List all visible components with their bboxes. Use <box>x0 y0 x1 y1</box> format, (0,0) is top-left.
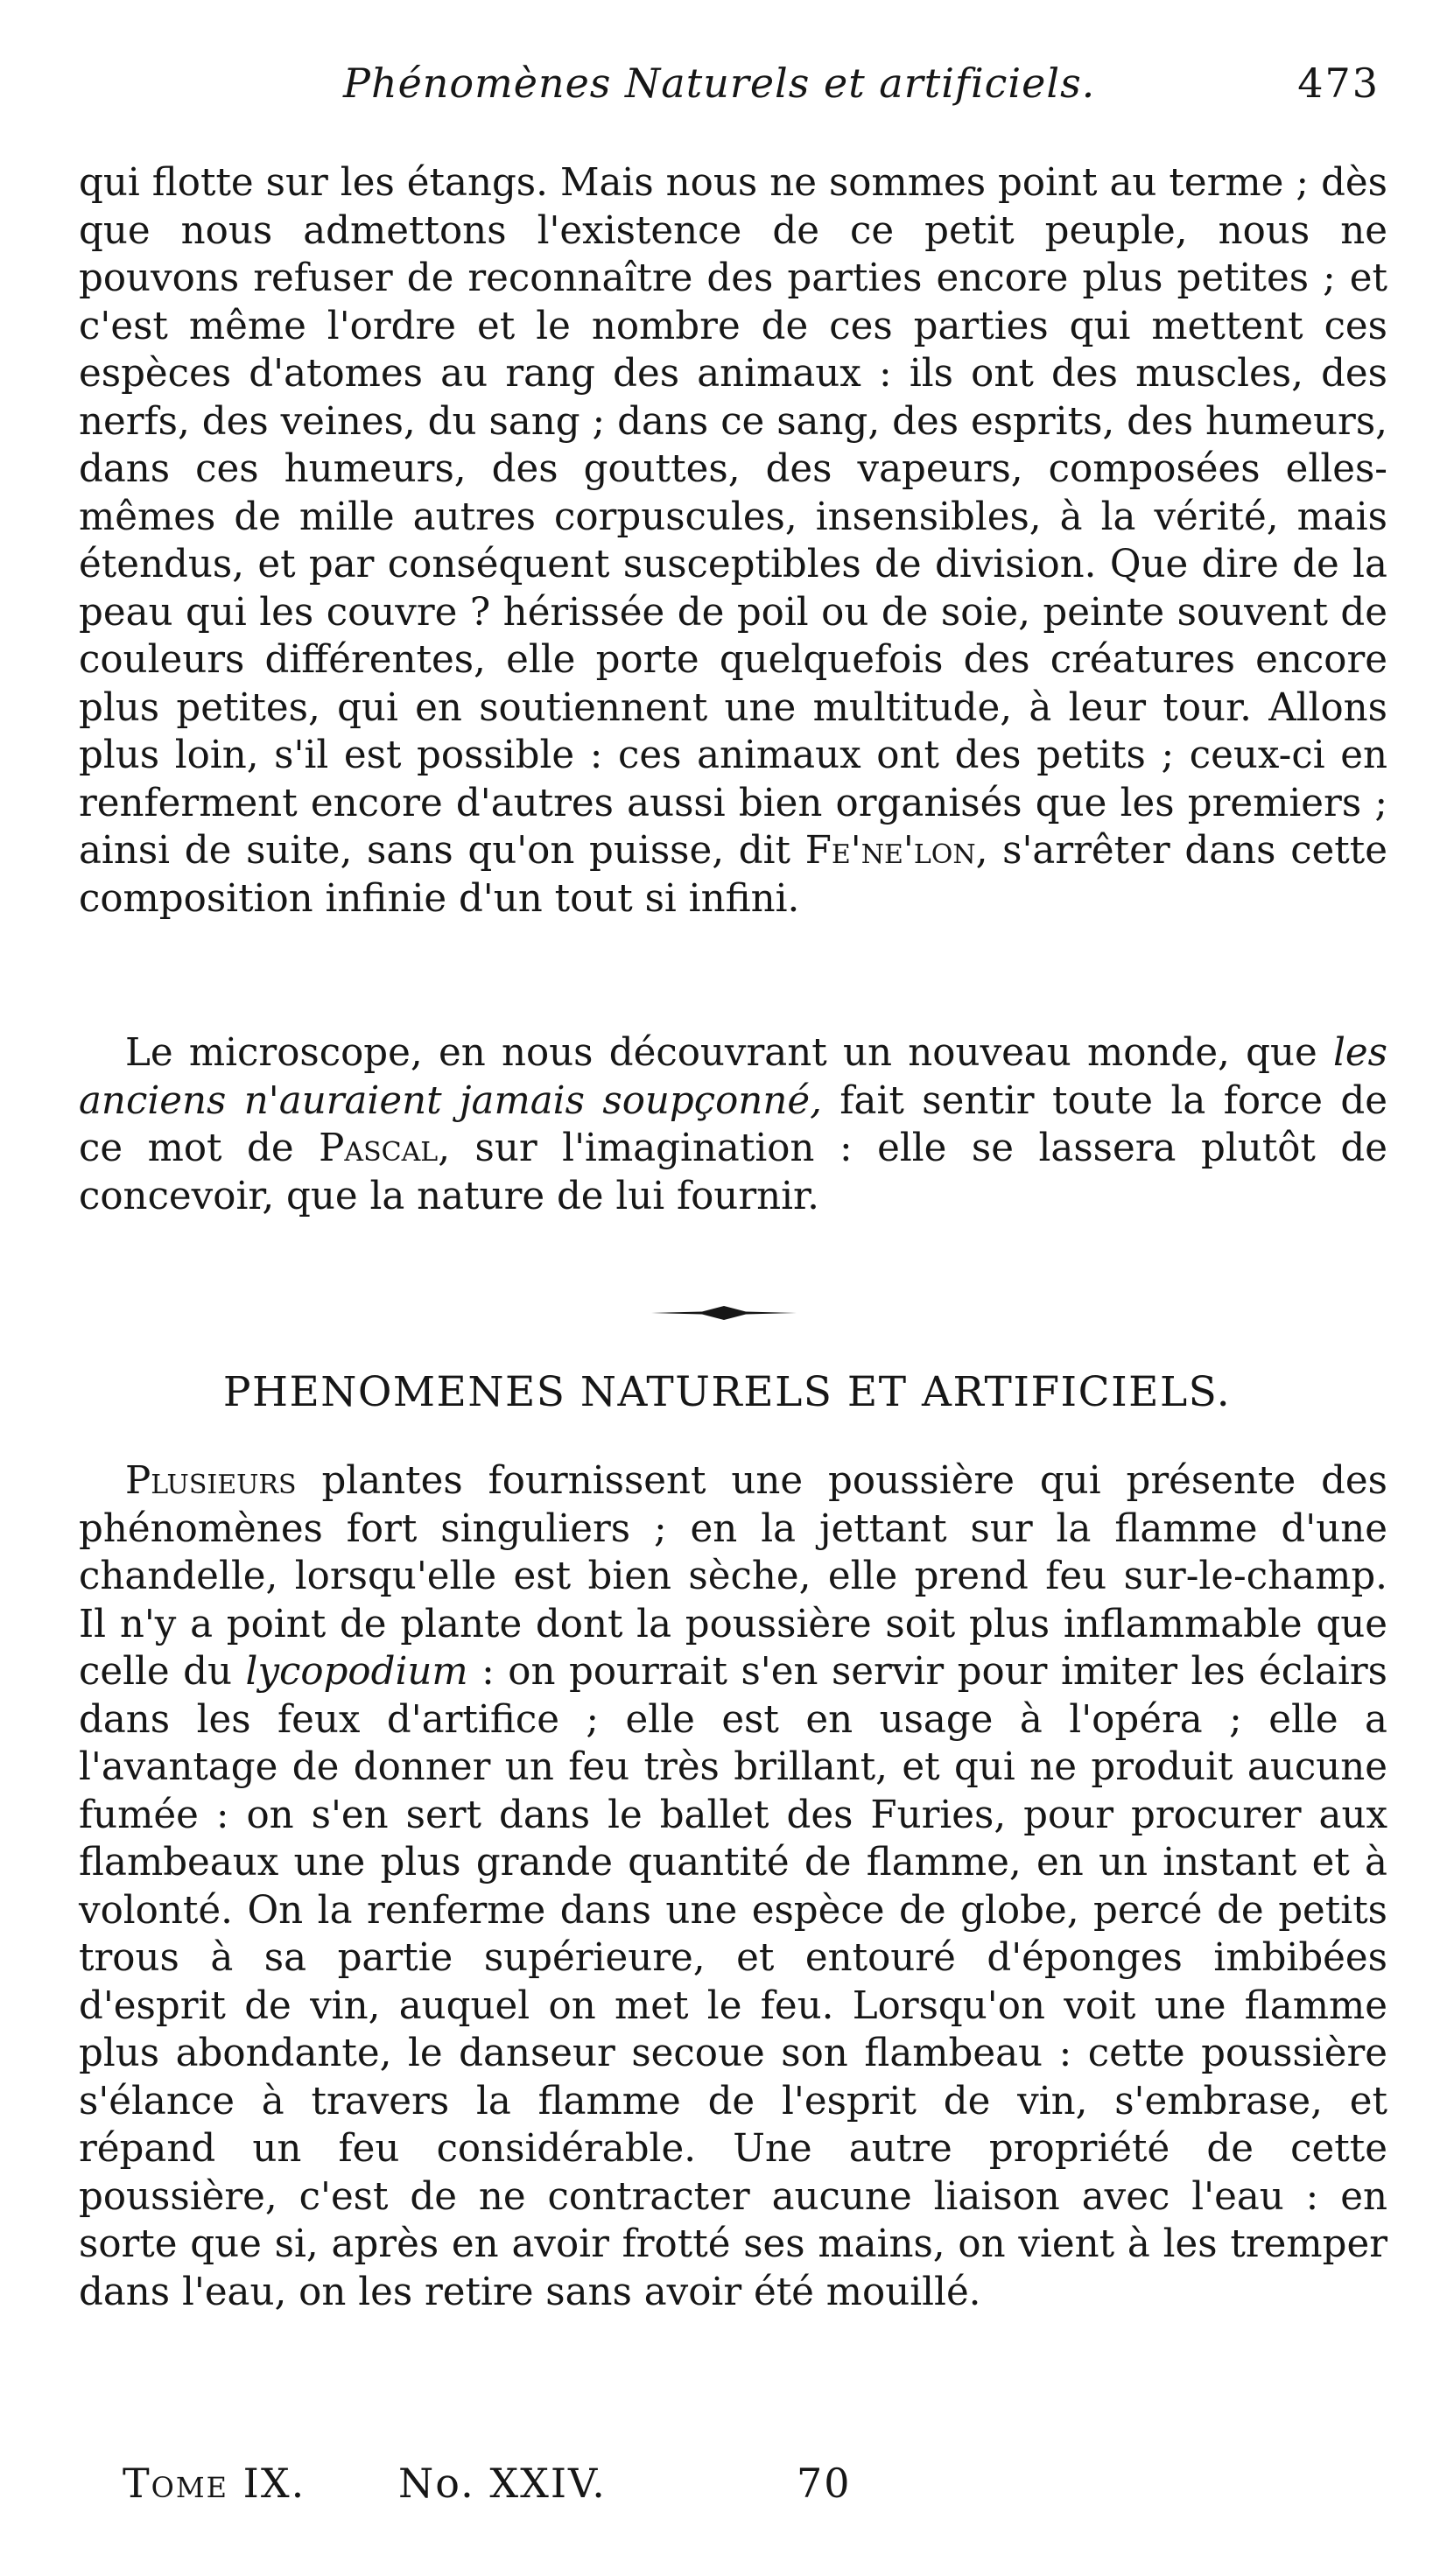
paragraph-2-end: , sur l'imagination : elle se lassera plutôt de concevoir, que la nature de lui fournir. <box>79 1127 1387 1218</box>
running-title: Phénomènes Naturels et artificiels. <box>343 60 1096 107</box>
author-pascal: Pascal <box>319 1127 439 1170</box>
author-fenelon: Fe'ne'lon <box>804 829 976 873</box>
paragraph-2 <box>79 1029 1387 1220</box>
running-head <box>79 60 1392 121</box>
paragraph-3-end: : on pourrait s'en servir pour imiter les éclairs dans les feux d'artifice ; elle est en usage à l'opéra ; elle a l'avantage de donner un feu très brillant, et qui ne produit aucune fumée : on s'en sert dans le ballet des Furies, pour procurer aux flambeaux une plus grande quantité de flamme, en un instant et à volonté. On la renferme dans une espèce de globe, percé de petits trous à sa partie supérieure, et entouré d'éponges imbibées d'esprit de vin, auquel on met le feu. Lorsqu'on voit une flamme plus abondante, le danseur secoue son flambeau : cette poussière s'élance à travers la flamme de l'esprit de vin, s'embrase, et répand un feu considérable. Une autre propriété de cette poussière, c'est de ne contracter aucune liaison avec l'eau : en sorte que si, après en avoir frotté ses mains, on vient à les tremper dans l'eau, on les retire sans avoir été mouillé. <box>79 1650 1387 2314</box>
footer-signature-line <box>123 2460 1173 2521</box>
term-lycopodium: lycopodium <box>245 1650 468 1694</box>
footer-signature-mark: 70 <box>797 2460 852 2507</box>
paragraph-3 <box>79 1457 1387 2316</box>
footer-tome: Tome IX. <box>123 2460 306 2507</box>
paragraph-2-mid: fait sentir toute la force de ce mot de <box>79 1078 1388 1170</box>
footer-number: No. XXIV. <box>398 2460 607 2507</box>
paragraph-2-italic: les anciens n'auraient jamais soupçonné, <box>79 1031 1387 1123</box>
page-number: 473 <box>1297 60 1380 107</box>
section-divider-ornament <box>650 1302 798 1323</box>
paragraph-3-start: plantes fournissent une poussière qui présente des phénomènes fort singuliers ; en la jettant sur la flamme d'une chandelle, lorsqu'elle est bien sèche, elle prend feu sur-le-champ. Il n'y a point de plante dont la poussière soit plus inflammable que celle du <box>79 1459 1387 1694</box>
paragraph-1-end: , s'arrêter dans cette composition infinie d'un tout si infini. <box>79 829 1388 921</box>
paragraph-2-start: Le microscope, en nous découvrant un nouveau monde, que <box>125 1031 1317 1075</box>
paragraph-1 <box>79 159 1387 923</box>
paragraph-1-text: qui flotte sur les étangs. Mais nous ne sommes point au terme ; dès que nous admettons l'existence de ce petit peuple, nous ne pouvons refuser de reconnaître des parties encore plus petites ; et c'est même l'ordre et le nombre de ces parties qui mettent ces espèces d'atomes au rang des animaux : ils ont des muscles, des nerfs, des veines, du sang ; dans ce sang, des esprits, des humeurs, dans ces humeurs, des gouttes, des vapeurs, composées elles-mêmes de mille autres corpuscules, insensibles, à la vérité, mais étendus, et par conséquent susceptibles de division. Que dire de la peau qui les couvre ? hérissée de poil ou de soie, peinte souvent de couleurs différentes, elle porte quelquefois des créatures encore plus petites, qui en soutiennent une multitude, à leur tour. Allons plus loin, s'il est possible : ces animaux ont des petits ; ceux-ci en renferment encore d'autres aussi bien organisés que les premiers ; ainsi de suite, sans qu'on puisse, dit <box>79 161 1387 873</box>
lead-word: Plusieurs <box>125 1459 297 1503</box>
section-heading: PHENOMENES NATURELS ET ARTIFICIELS. <box>222 1368 1232 1416</box>
